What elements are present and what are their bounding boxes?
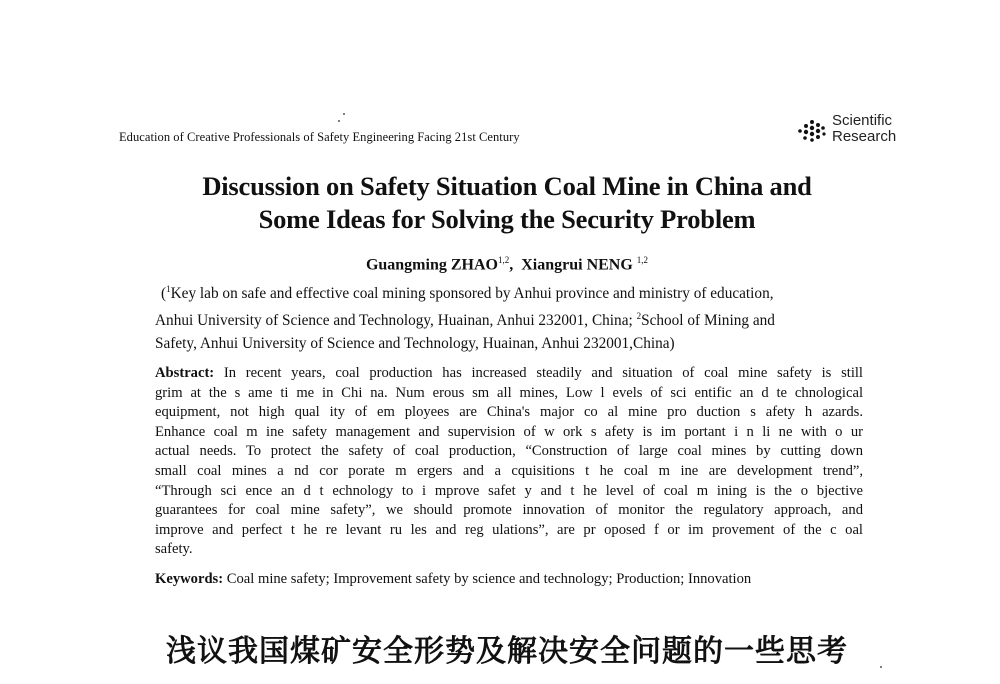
scan-speck: [343, 113, 345, 115]
affil-line-2b: School of Mining and: [641, 312, 775, 330]
author-1-sup: 1,2: [497, 255, 510, 265]
abstract-line: equipment, not high qual ity of em ployees are China's major co al mine pro duction s afety h azards.: [155, 404, 863, 421]
abstract-line: “Through sci ence an d t echnology to i mprove safet y and t he level of coal m ining is the o bjective: [155, 482, 863, 499]
dot-cluster-icon: [796, 119, 828, 145]
abstract-label: Abstract:: [155, 365, 215, 381]
author-2-sup: 1,2: [636, 255, 649, 265]
logo-text-line1: Scientific: [832, 112, 893, 129]
abstract-line: grim at the s ame ti me in Chi na. Num erous sm all mines, Low l evels of sci entific an d te chnological: [155, 384, 863, 401]
chinese-title: 浅议我国煤矿安全形势及解决安全问题的一些思考: [166, 634, 848, 669]
author-separator: ,: [509, 256, 514, 274]
affil-sup-2: 2: [636, 311, 642, 322]
affil-line-1: Key lab on safe and effective coal mining sponsored by Anhui province and ministry of education,: [170, 285, 774, 303]
abstract-line: improve and perfect t he re levant ru les and reg ulations”, are pr oposed f or im provement of the c oal: [155, 521, 863, 538]
paper-title-line1: Discussion on Safety Situation Coal Mine in China and: [202, 171, 812, 201]
affil-sup-1: 1: [166, 284, 171, 294]
author-1: Guangming ZHAO: [365, 256, 498, 274]
author-2: Xiangrui NENG: [521, 256, 633, 274]
keywords-label: Keywords:: [155, 571, 224, 587]
affil-line-2a: Anhui University of Science and Technology, Huainan, Anhui 232001, China;: [155, 312, 637, 330]
abstract-line: guarantees for coal mine safety”, we should promote innovation of monitor the regulatory approach, and: [155, 502, 863, 519]
scan-speck: [338, 120, 340, 122]
abstract-block: [155, 364, 863, 560]
abstract-line: actual needs. To protect the safety of coal production, “Construction of large coal mines by cutting down: [155, 443, 863, 460]
paper-title-line2: Some Ideas for Solving the Security Problem: [258, 204, 756, 234]
journal-header: Education of Creative Professionals of Safety Engineering Facing 21st Century: [119, 130, 520, 144]
abstract-line: Enhance coal m ine safety management and supervision of w ork s afety is im portant i n li ne with o ur: [155, 423, 863, 440]
affil-open-paren: (: [161, 285, 167, 303]
affil-line-3: Safety, Anhui University of Science and Technology, Huainan, Anhui 232001,China): [155, 335, 675, 353]
keywords-line: [155, 571, 751, 588]
abstract-line: In recent years, coal production has increased steadily and situation of coal mine safety is still: [214, 365, 863, 381]
abstract-line: safety.: [155, 541, 193, 558]
scan-speck: [880, 666, 882, 668]
keywords-text: Coal mine safety; Improvement safety by science and technology; Production; Innovation: [223, 571, 752, 587]
authors-line: [120, 255, 894, 274]
abstract-line: small coal mines a nd cor porate m ergers and a cquisitions t he coal m ine are development trend”,: [155, 462, 863, 479]
logo-text-line2: Research: [832, 128, 897, 145]
scientific-research-logo: [796, 113, 906, 149]
affiliations: [155, 278, 855, 355]
